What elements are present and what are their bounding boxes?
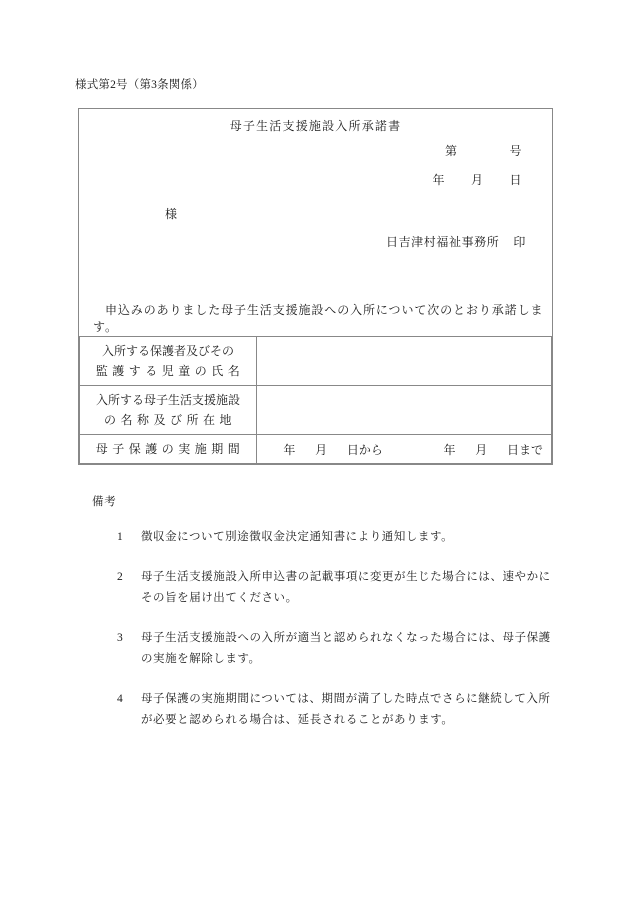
row-label-line2: の名称及び所在地 bbox=[103, 413, 236, 427]
note-text: 母子生活支援施設入所申込書の記載事項に変更が生じた場合には、速やかにその旨を届け出てください。 bbox=[141, 571, 551, 604]
row-label-line1: 入所する母子生活支援施設 bbox=[95, 393, 240, 407]
issuer-office-label: 日吉津村福祉事務所 bbox=[385, 235, 500, 249]
list-item bbox=[117, 689, 562, 731]
list-item bbox=[117, 567, 562, 609]
intro-statement: 申込みのありました母子生活支援施設への入所について次のとおり承諾します。 bbox=[93, 303, 544, 334]
notes-heading: 備考 bbox=[92, 496, 117, 508]
note-number: 2 bbox=[117, 571, 123, 583]
period-to-year-label: 年 bbox=[443, 442, 456, 457]
issue-date-month-label: 月 bbox=[470, 173, 484, 187]
issue-date-day-label: 日 bbox=[509, 173, 522, 187]
note-text: 母子保護の実施期間については、期間が満了した時点でさらに継続して入所が必要と認められる場合は、延長されることがあります。 bbox=[141, 693, 551, 726]
addressee-suffix-label: 様 bbox=[165, 207, 178, 221]
list-item bbox=[117, 527, 562, 548]
issue-date-year-label: 年 bbox=[432, 173, 445, 187]
certificate-header bbox=[79, 109, 552, 336]
table-row bbox=[80, 435, 552, 464]
table-row bbox=[80, 337, 552, 386]
list-item bbox=[117, 628, 562, 670]
row-label-facility-name-address bbox=[80, 386, 257, 435]
row-value-protection-period[interactable] bbox=[257, 435, 552, 464]
serial-number-line bbox=[79, 142, 552, 159]
form-number-label: 様式第2号（第3条関係） bbox=[75, 79, 204, 91]
row-value-facility-name-address[interactable] bbox=[257, 386, 552, 435]
note-text: 母子生活支援施設への入所が適当と認められなくなった場合には、母子保護の実施を解除します。 bbox=[141, 632, 551, 665]
period-from-month-label: 月 bbox=[315, 442, 328, 457]
period-from-day-label: 日から bbox=[346, 442, 383, 457]
period-from-year-label: 年 bbox=[283, 442, 296, 457]
serial-suffix-label: 号 bbox=[509, 144, 522, 158]
seal-mark-label: 印 bbox=[513, 235, 526, 249]
table-row bbox=[80, 386, 552, 435]
note-text: 徴収金について別途徴収金決定通知書により通知します。 bbox=[141, 531, 454, 543]
note-number: 1 bbox=[117, 531, 123, 543]
issuer-line bbox=[79, 233, 552, 250]
certificate-box bbox=[78, 108, 553, 465]
entry-table bbox=[79, 336, 552, 464]
row-label-guardian-and-children bbox=[80, 337, 257, 386]
row-label-protection-period bbox=[80, 435, 257, 464]
note-number: 3 bbox=[117, 632, 123, 644]
issue-date-line bbox=[79, 171, 552, 188]
note-number: 4 bbox=[117, 693, 123, 705]
period-to-month-label: 月 bbox=[475, 442, 488, 457]
row-label-line2: 監護する児童の氏名 bbox=[95, 364, 245, 378]
row-label-line1: 入所する保護者及びその bbox=[101, 344, 234, 358]
serial-prefix-label: 第 bbox=[444, 144, 458, 158]
period-to-day-label: 日まで bbox=[506, 442, 543, 457]
row-value-guardian-and-children[interactable] bbox=[257, 337, 552, 386]
notes-section bbox=[92, 493, 562, 750]
row-label-line1: 母子保護の実施期間 bbox=[95, 442, 245, 456]
page-title: 母子生活支援施設入所承諾書 bbox=[229, 119, 402, 133]
